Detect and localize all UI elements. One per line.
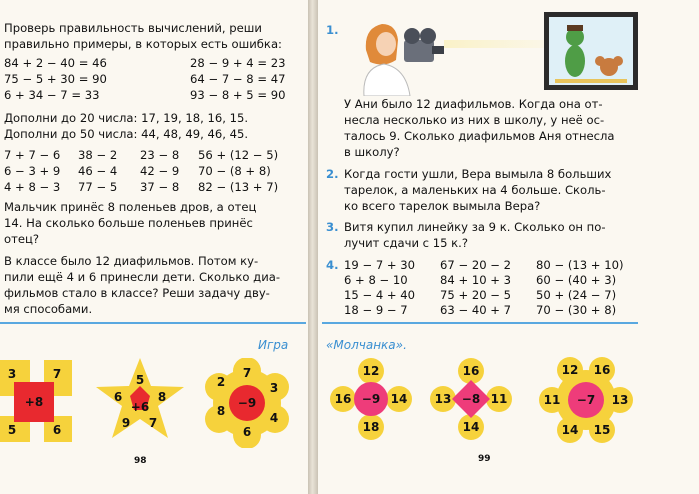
projection-screen-frame bbox=[544, 12, 638, 90]
flower-num-top: 7 bbox=[242, 366, 252, 380]
wood-line-1: Мальчик принёс 8 поленьев дров, а отец bbox=[4, 200, 257, 214]
star-num-bottom-left: 9 bbox=[121, 416, 131, 430]
projector-beam bbox=[444, 40, 544, 48]
book-gutter bbox=[308, 0, 318, 494]
flower-num-lower-left: 8 bbox=[216, 404, 226, 418]
task3-line-2: лучит сдачи с 15 к.? bbox=[344, 236, 468, 250]
flower-num-upper-left: 2 bbox=[216, 375, 226, 389]
task4-c2-r1: 67 − 20 − 2 bbox=[440, 258, 512, 272]
right-page-number: 99 bbox=[478, 454, 491, 464]
films-line-1: В классе было 12 диафильмов. Потом ку- bbox=[4, 254, 259, 268]
fill-c2-r1: 38 − 2 bbox=[78, 148, 118, 162]
left-check-col2-row3: 93 − 8 + 5 = 90 bbox=[190, 88, 286, 102]
complete-50: Дополни до 50 числа: 44, 48, 49, 46, 45. bbox=[4, 127, 249, 141]
molchanka-3-center: −7 bbox=[576, 393, 596, 407]
task4-c2-r3: 75 + 20 − 5 bbox=[440, 288, 512, 302]
left-game-title: Игра bbox=[258, 338, 289, 352]
left-check-col2-row2: 64 − 7 − 8 = 47 bbox=[190, 72, 286, 86]
fill-c1-r1: 7 + 7 − 6 bbox=[4, 148, 61, 162]
task3-line-1: Витя купил линейку за 9 к. Сколько он по- bbox=[344, 220, 606, 234]
left-check-col1-row1: 84 + 2 − 40 = 46 bbox=[4, 56, 107, 70]
molchanka-3-upper-right: 16 bbox=[593, 363, 611, 377]
molchanka-1-left: 16 bbox=[334, 392, 352, 406]
fill-c1-r2: 6 − 3 + 9 bbox=[4, 164, 61, 178]
films-line-3: фильмов стало в классе? Реши задачу дву- bbox=[4, 286, 270, 300]
molchanka-2-top: 16 bbox=[462, 364, 480, 378]
left-intro-line-2: правильно примеры, в которых есть ошибка: bbox=[4, 37, 282, 51]
fill-c4-r3: 82 − (13 + 7) bbox=[198, 180, 279, 194]
square-num-2: 7 bbox=[52, 367, 62, 381]
task3-number: 3. bbox=[326, 220, 339, 234]
films-line-2: пили ещё 4 и 6 принесли дети. Сколько диа- bbox=[4, 270, 281, 284]
left-check-col2-row1: 28 − 9 + 4 = 23 bbox=[190, 56, 286, 70]
cartoon-on-screen bbox=[549, 17, 633, 85]
task1-number: 1. bbox=[326, 23, 339, 37]
molchanka-1-center: −9 bbox=[361, 392, 381, 406]
flower-num-lower-right: 4 bbox=[269, 411, 279, 425]
task4-c3-r4: 70 − (30 + 8) bbox=[536, 303, 617, 317]
molchanka-3-lower-right: 15 bbox=[593, 423, 611, 437]
task4-c3-r1: 80 − (13 + 10) bbox=[536, 258, 624, 272]
flower-num-upper-right: 3 bbox=[269, 381, 279, 395]
fill-c1-r3: 4 + 8 − 3 bbox=[4, 180, 61, 194]
star-num-right: 8 bbox=[157, 390, 167, 404]
molchanka-3-left: 11 bbox=[543, 393, 561, 407]
task4-c1-r2: 6 + 8 − 10 bbox=[344, 273, 408, 287]
left-divider bbox=[0, 322, 306, 324]
star-num-left: 6 bbox=[113, 390, 123, 404]
flower-num-bottom: 6 bbox=[242, 425, 252, 439]
films-line-4: мя способами. bbox=[4, 302, 93, 316]
task1-line-1: У Ани было 12 диафильмов. Когда она от- bbox=[344, 97, 603, 111]
task4-c2-r2: 84 + 10 + 3 bbox=[440, 273, 512, 287]
wood-line-2: 14. На сколько больше поленьев принёс bbox=[4, 216, 253, 230]
molchanka-1-right: 14 bbox=[390, 392, 408, 406]
fill-c2-r3: 77 − 5 bbox=[78, 180, 118, 194]
left-page bbox=[0, 0, 308, 494]
square-num-4: 6 bbox=[52, 423, 62, 437]
left-intro-line-1: Проверь правильность вычислений, реши bbox=[4, 21, 262, 35]
right-game-title: «Молчанка». bbox=[326, 338, 407, 352]
left-page-number: 98 bbox=[134, 456, 147, 466]
molchanka-2-left: 13 bbox=[434, 392, 452, 406]
molchanka-3-upper-left: 12 bbox=[561, 363, 579, 377]
task4-c1-r3: 15 − 4 + 40 bbox=[344, 288, 416, 302]
molchanka-1-bottom: 18 bbox=[362, 420, 380, 434]
right-page bbox=[318, 0, 699, 494]
task2-line-1: Когда гости ушли, Вера вымыла 8 больших bbox=[344, 167, 612, 181]
molchanka-3-lower-left: 14 bbox=[561, 423, 579, 437]
fill-c4-r2: 70 − (8 + 8) bbox=[198, 164, 271, 178]
task4-c3-r2: 60 − (40 + 3) bbox=[536, 273, 617, 287]
fill-c2-r2: 46 − 4 bbox=[78, 164, 118, 178]
star-center: +6 bbox=[130, 400, 150, 414]
square-num-1: 3 bbox=[7, 367, 17, 381]
task4-number: 4. bbox=[326, 258, 339, 272]
star-shape bbox=[92, 356, 188, 440]
task2-number: 2. bbox=[326, 167, 339, 181]
task1-line-3: талось 9. Сколько диафильмов Аня отнесла bbox=[344, 129, 615, 143]
molchanka-2-right: 11 bbox=[490, 392, 508, 406]
left-check-col1-row2: 75 − 5 + 30 = 90 bbox=[4, 72, 107, 86]
molchanka-2-bottom: 14 bbox=[462, 420, 480, 434]
fill-c3-r3: 37 − 8 bbox=[140, 180, 180, 194]
square-game bbox=[0, 356, 78, 442]
molchanka-1-top: 12 bbox=[362, 364, 380, 378]
molchanka-2-center: −8 bbox=[461, 392, 481, 406]
task4-c1-r4: 18 − 9 − 7 bbox=[344, 303, 408, 317]
square-num-3: 5 bbox=[7, 423, 17, 437]
complete-20: Дополни до 20 числа: 17, 19, 18, 16, 15. bbox=[4, 111, 249, 125]
task4-c3-r3: 50 + (24 − 7) bbox=[536, 288, 617, 302]
star-num-top: 5 bbox=[135, 373, 145, 387]
task2-line-2: тарелок, а маленьких на 4 больше. Сколь- bbox=[344, 183, 606, 197]
star-num-bottom-right: 7 bbox=[148, 416, 158, 430]
flower-center: −9 bbox=[237, 396, 257, 410]
girl-projector-illustration bbox=[344, 10, 444, 96]
task1-line-2: несла несколько из них в школу, у неё ос- bbox=[344, 113, 605, 127]
fill-c3-r1: 23 − 8 bbox=[140, 148, 180, 162]
fill-c3-r2: 42 − 9 bbox=[140, 164, 180, 178]
task4-c2-r4: 63 − 40 + 7 bbox=[440, 303, 512, 317]
task4-c1-r1: 19 − 7 + 30 bbox=[344, 258, 416, 272]
wood-line-3: отец? bbox=[4, 232, 40, 246]
right-divider bbox=[322, 322, 638, 324]
left-check-col1-row3: 6 + 34 − 7 = 33 bbox=[4, 88, 100, 102]
square-center: +8 bbox=[24, 395, 44, 409]
molchanka-3-right: 13 bbox=[611, 393, 629, 407]
task1-line-4: в школу? bbox=[344, 145, 400, 159]
task2-line-3: ко всего тарелок вымыла Вера? bbox=[344, 199, 541, 213]
fill-c4-r1: 56 + (12 − 5) bbox=[198, 148, 279, 162]
